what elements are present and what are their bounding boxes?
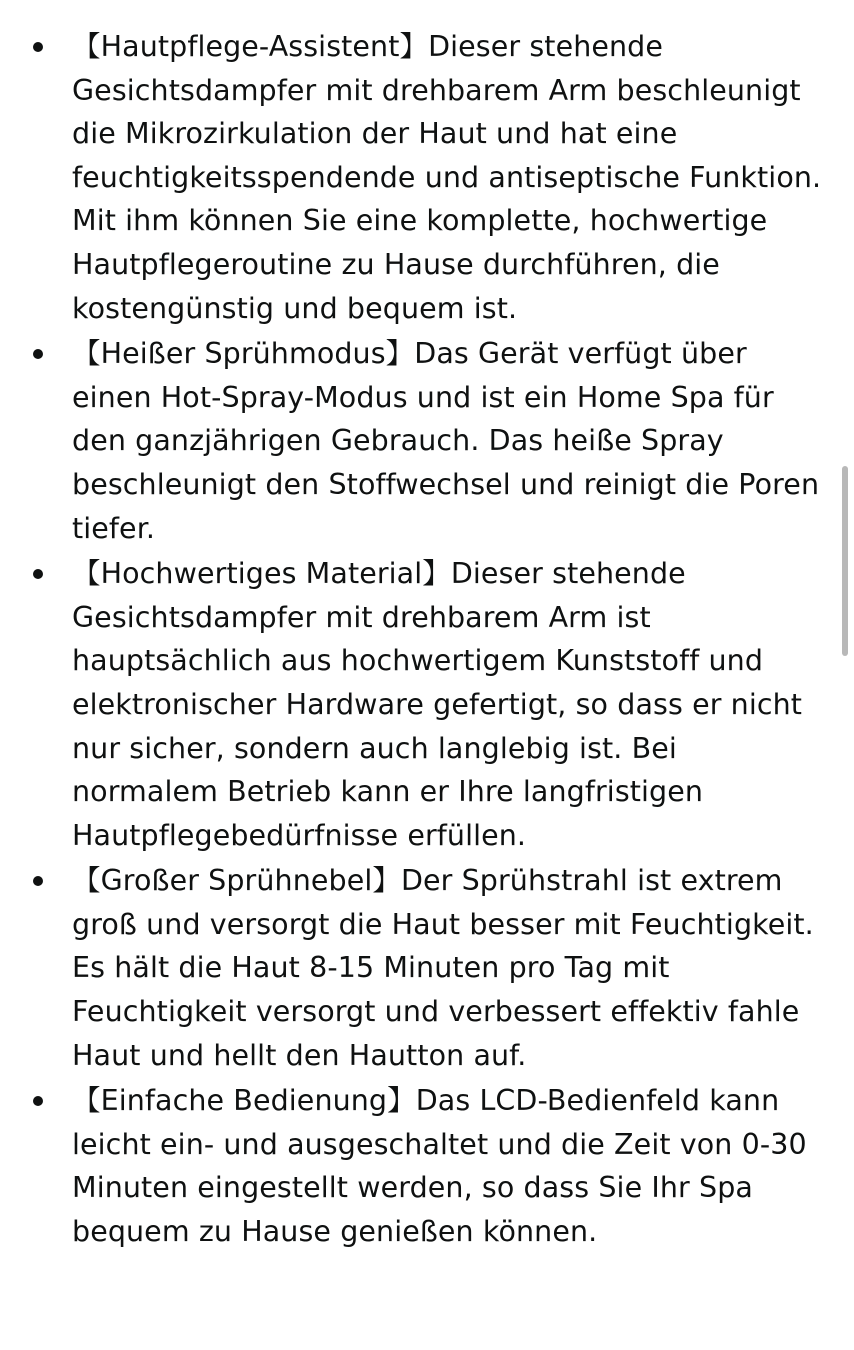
bullet-icon <box>33 876 43 886</box>
feature-bullet-list <box>0 25 854 1256</box>
feature-text: 【Einfache Bedienung】Das LCD-Bedienfeld kann leicht ein- und ausgeschaltet und die Zeit von 0-30 Minuten eingestellt werden, so dass Sie Ihr Spa bequem zu Hause genießen können. <box>72 1084 807 1249</box>
list-item <box>0 25 854 330</box>
scrollbar[interactable] <box>842 466 848 656</box>
feature-text: 【Heißer Sprühmodus】Das Gerät verfügt über einen Hot-Spray-Modus und ist ein Home Spa für den ganzjährigen Gebrauch. Das heiße Spray beschleunigt den Stoffwechsel und reinigt die Poren tiefer. <box>72 337 820 545</box>
feature-text: 【Hochwertiges Material】Dieser stehende Gesichtsdampfer mit drehbarem Arm ist hauptsächlich aus hochwertigem Kunststoff und elektronischer Hardware gefertigt, so dass er nicht nur sicher, sondern auch langlebig ist. Bei normalem Betrieb kann er Ihre langfristigen Hautpflegebedürfnisse erfüllen. <box>72 557 803 852</box>
bullet-icon <box>33 349 43 359</box>
feature-text: 【Hautpflege-Assistent】Dieser stehende Gesichtsdampfer mit drehbarem Arm beschleunigt die Mikrozirkulation der Haut und hat eine feuchtigkeitsspendende und antiseptische Funktion. Mit ihm können Sie eine komplette, hochwertige Hautpflegeroutine zu Hause durchführen, die kostengünstig und bequem ist. <box>72 30 822 325</box>
bullet-icon <box>33 569 43 579</box>
list-item <box>0 552 854 857</box>
feature-text: 【Großer Sprühnebel】Der Sprühstrahl ist extrem groß und versorgt die Haut besser mit Feuchtigkeit. Es hält die Haut 8-15 Minuten pro Tag mit Feuchtigkeit versorgt und verbessert effektiv fahle Haut und hellt den Hautton auf. <box>72 864 814 1072</box>
list-item <box>0 332 854 550</box>
bullet-icon <box>33 42 43 52</box>
bullet-icon <box>33 1096 43 1106</box>
list-item <box>0 859 854 1077</box>
list-item <box>0 1079 854 1253</box>
